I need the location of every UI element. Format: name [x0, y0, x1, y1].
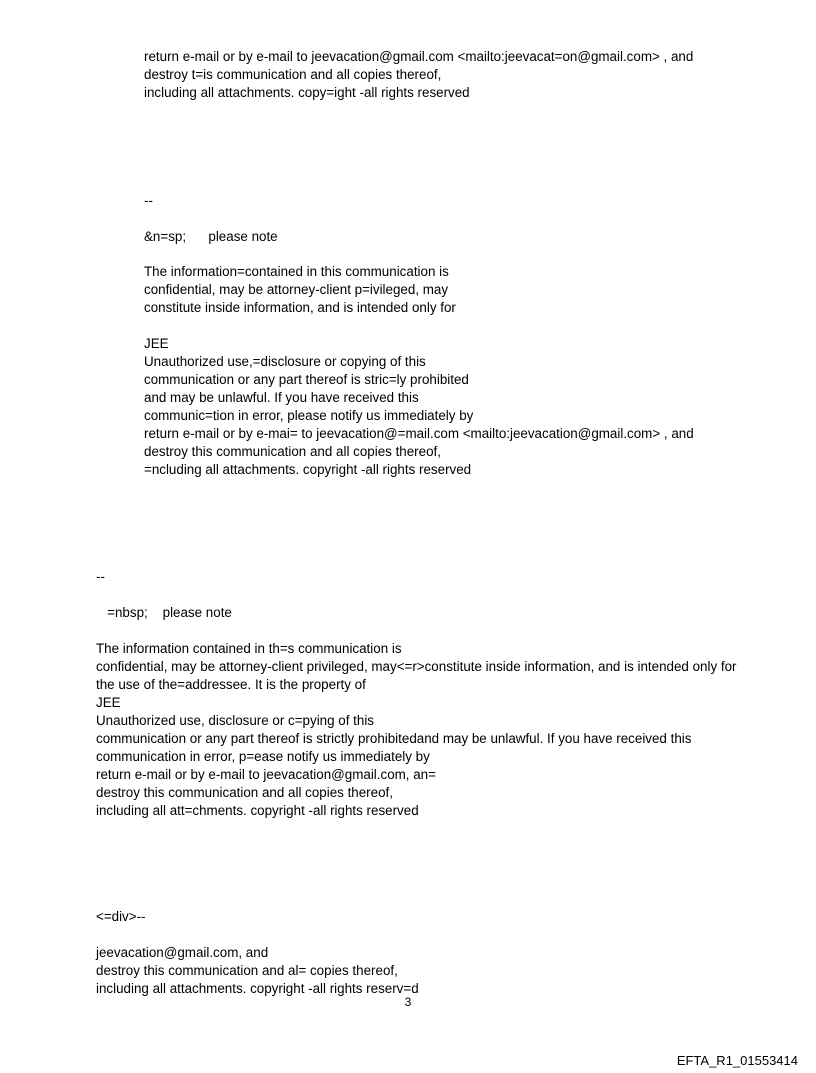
bates-number: EFTA_R1_01553414 [676, 1053, 798, 1068]
block2-separator: -- [144, 193, 153, 208]
block1-line-2: destroy t=is communication and all copies thereof, [144, 67, 442, 82]
block2-para2-line-3: communication or any part thereof is stric=ly prohibited [144, 372, 469, 387]
block3-line-9: destroy this communication and all copies thereof, [96, 785, 393, 800]
block2-para2-line-2: Unauthorized use,=disclosure or copying of this [144, 354, 426, 369]
block2-para2-line-5: communic=tion in error, please notify us immediately by [144, 408, 474, 423]
block1-line-1: return e-mail or by e-mail to jeevacation@gmail.com <mailto:jeevacat=on@gmail.com> , and [144, 49, 694, 64]
block2-para1-line-3: constitute inside information, and is intended only for [144, 300, 456, 315]
block2-para2-line-8: =ncluding all attachments. copyright -all rights reserved [144, 462, 472, 477]
block3-note: =nbsp; please note [96, 605, 232, 620]
block2-para1-line-2: confidential, may be attorney-client p=ivileged, may [144, 282, 449, 297]
block3-line-5: Unauthorized use, disclosure or c=pying of this [96, 713, 375, 728]
block4-line-1: jeevacation@gmail.com, and [96, 945, 269, 960]
block2-note: &n=sp; please note [144, 229, 278, 244]
block3-line-1: The information contained in th=s communication is [96, 641, 402, 656]
block3-line-6: communication or any part thereof is strictly prohibitedand may be unlawful. If you have received this [96, 731, 692, 746]
block3-line-8: return e-mail or by e-mail to jeevacation@gmail.com, an= [96, 767, 436, 782]
block3-line-10: including all att=chments. copyright -all rights reserved [96, 803, 419, 818]
block2-para1-line-1: The information=contained in this communication is [144, 264, 449, 279]
block2-para2-line-1: JEE [144, 336, 169, 351]
block4-line-2: destroy this communication and al= copies thereof, [96, 963, 398, 978]
block1-line-3: including all attachments. copy=ight -all rights reserved [144, 85, 470, 100]
page-number: 3 [404, 995, 412, 1009]
block3-separator: -- [96, 569, 105, 584]
block3-line-2: confidential, may be attorney-client privileged, may<=r>constitute inside information, and is intended only for [96, 659, 737, 674]
block3-line-4: JEE [96, 695, 121, 710]
block2-para2-line-4: and may be unlawful. If you have received this [144, 390, 419, 405]
block4-line-3: including all attachments. copyright -all rights reserv=d [96, 981, 419, 996]
block2-para2-line-7: destroy this communication and all copies thereof, [144, 444, 441, 459]
block4-div-line: <=div>-- [96, 909, 146, 924]
block3-line-3: the use of the=addressee. It is the property of [96, 677, 366, 692]
block3-line-7: communication in error, p=ease notify us immediately by [96, 749, 430, 764]
block2-para2-line-6: return e-mail or by e-mai= to jeevacation@=mail.com <mailto:jeevacation@gmail.com> , and [144, 426, 694, 441]
